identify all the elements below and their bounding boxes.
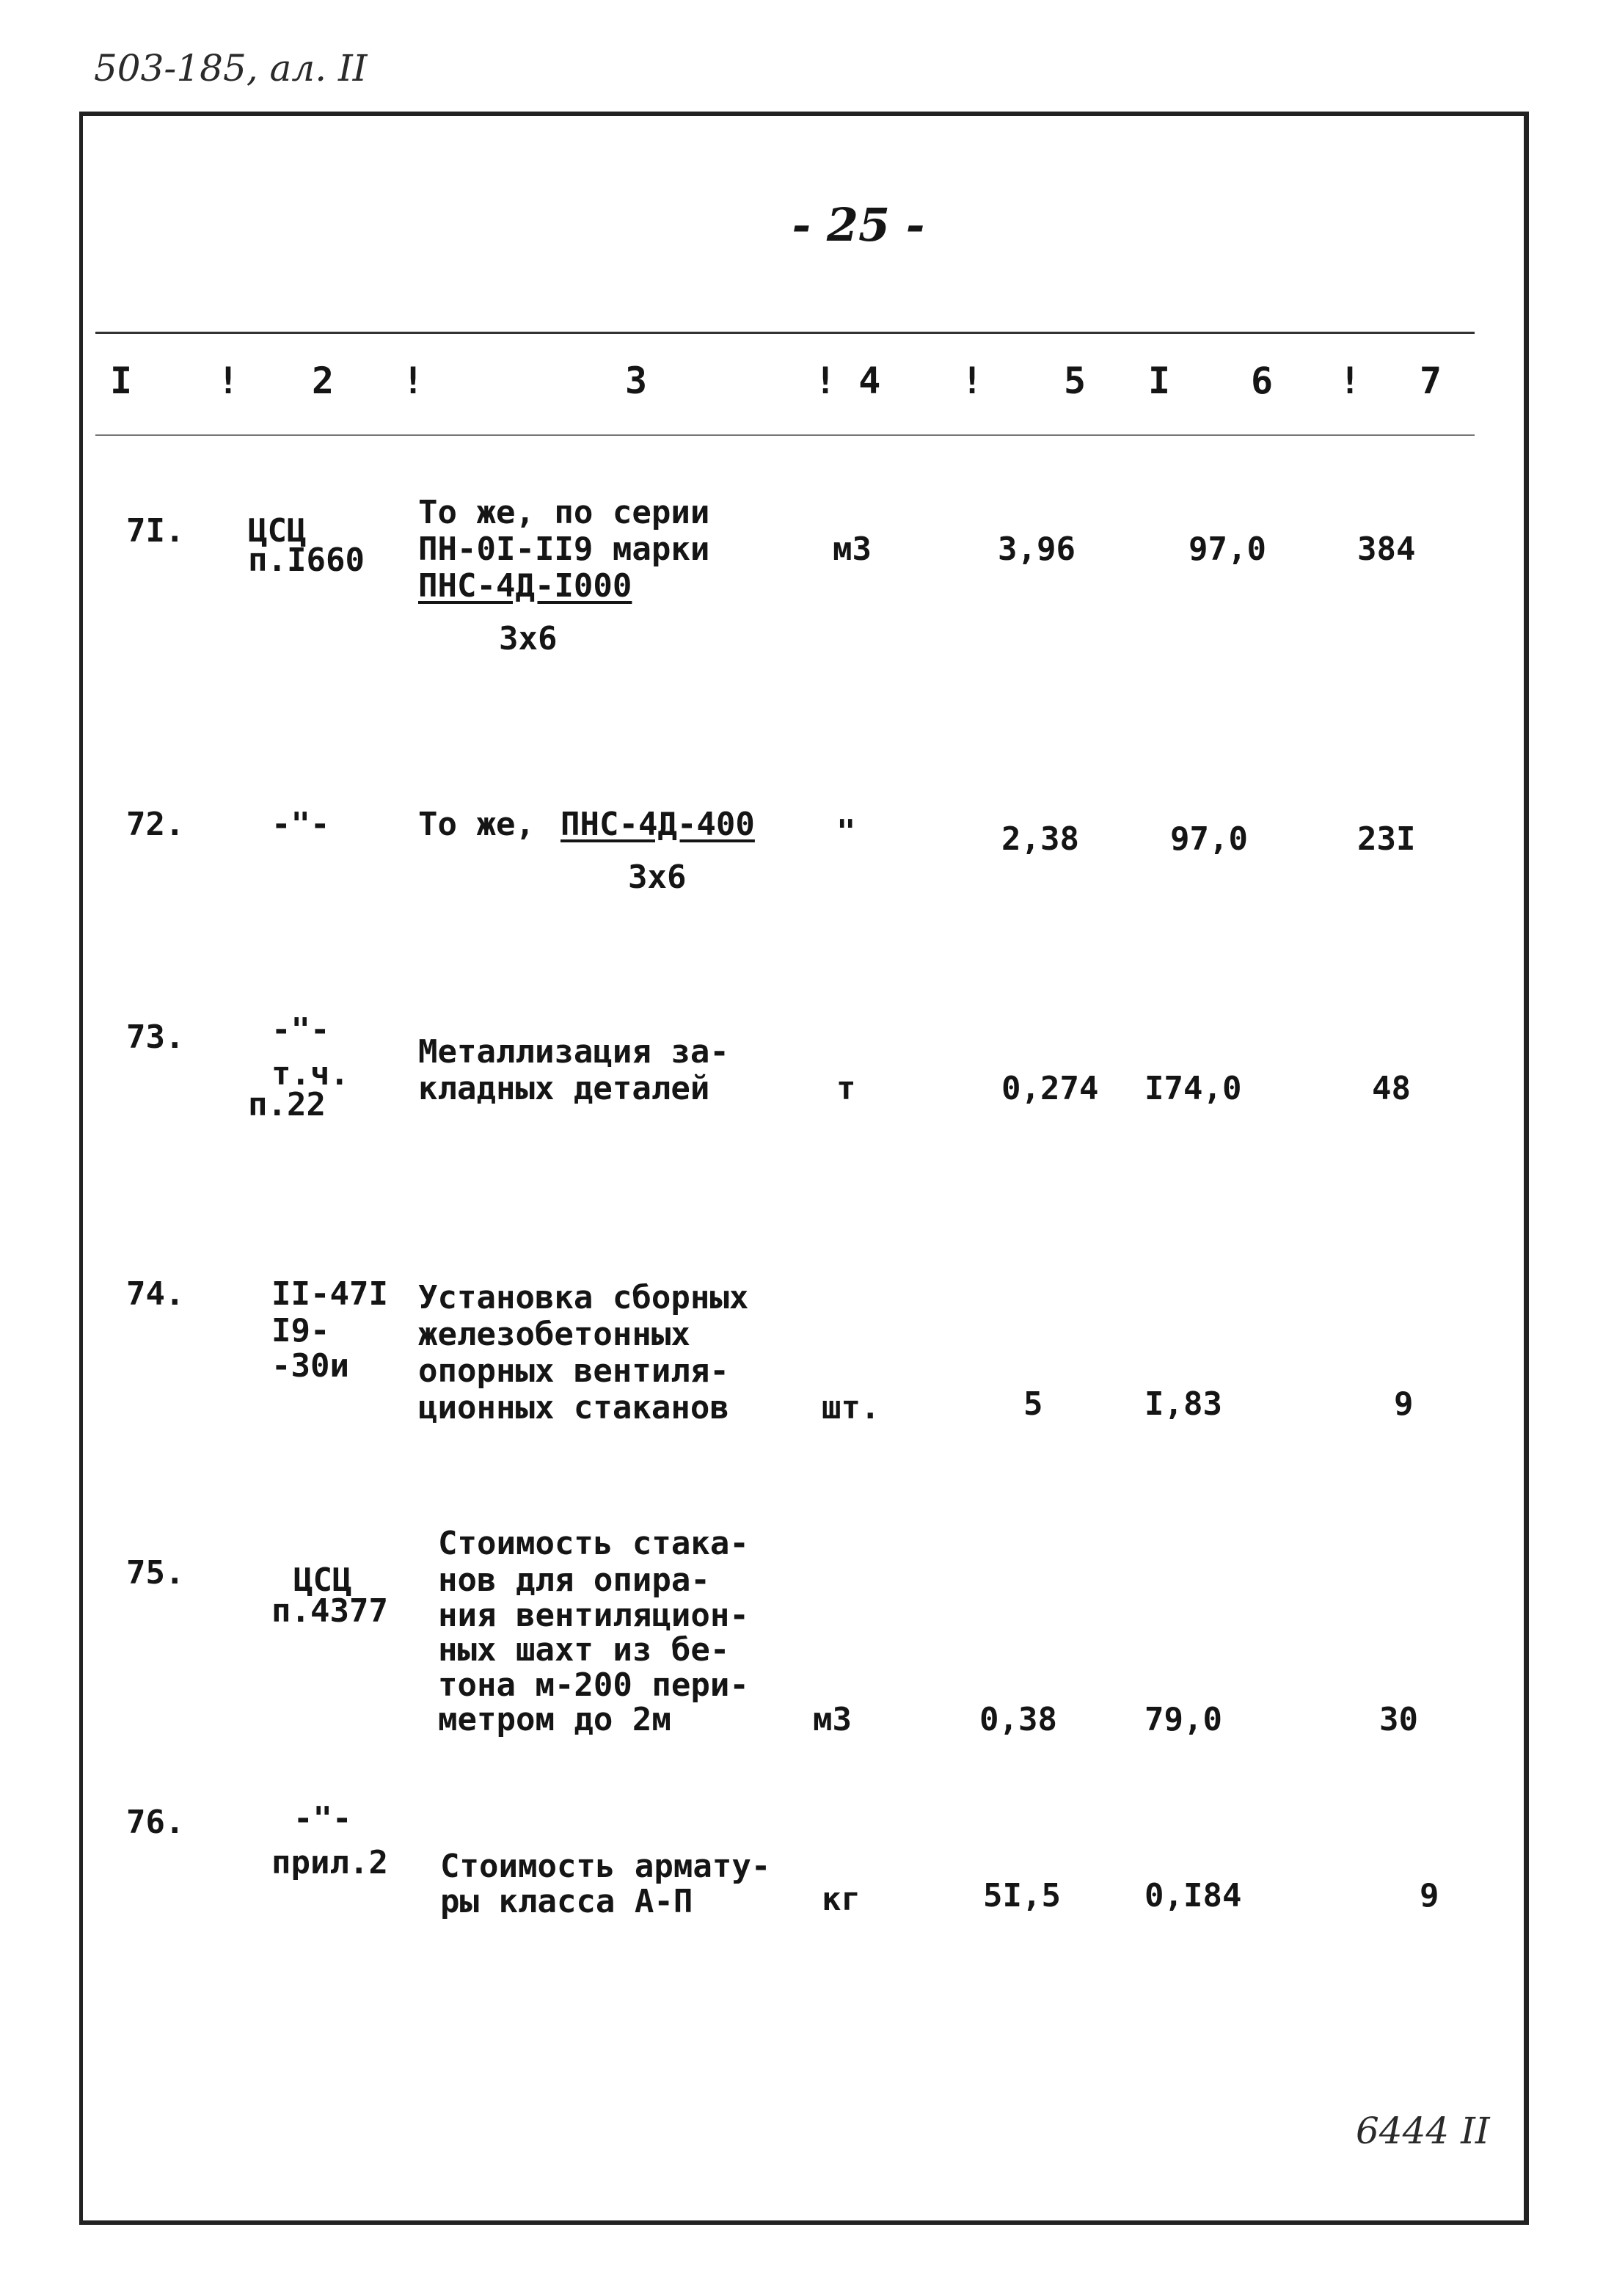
row-description: ния вентиляцион- [438, 1597, 749, 1634]
row-description-denominator: 3х6 [628, 859, 687, 896]
row-ref: п.4377 [271, 1592, 388, 1630]
row-description: Металлизация за- [418, 1033, 729, 1071]
row-ref: ЦСЦ [293, 1561, 352, 1599]
row-total: 30 [1379, 1701, 1418, 1738]
row-number: 76. [126, 1804, 185, 1841]
row-total: 384 [1357, 531, 1416, 568]
row-number: 73. [126, 1018, 185, 1056]
row-description: Стоимость армату- [440, 1848, 771, 1885]
row-description: кладных деталей [418, 1070, 710, 1107]
row-description: нов для опира- [438, 1561, 710, 1599]
row-ref: I9- [271, 1312, 330, 1349]
row-description: ПН-0I-II9 марки [418, 531, 710, 568]
header-rule-bottom [95, 434, 1475, 436]
row-quantity: 3,96 [998, 531, 1076, 568]
row-price: 97,0 [1170, 820, 1248, 858]
row-unit: м3 [813, 1701, 852, 1738]
row-description: опорных вентиля- [418, 1352, 729, 1390]
row-ref: -"- [271, 806, 330, 843]
row-unit: м3 [833, 531, 872, 568]
row-total: 9 [1394, 1385, 1414, 1423]
row-total: 23I [1357, 820, 1416, 858]
row-ref: -"- [293, 1800, 352, 1837]
row-number: 72. [126, 806, 185, 843]
header-rule-top [95, 332, 1475, 334]
row-number: 74. [126, 1275, 185, 1313]
col-header-sep: ! [1339, 360, 1362, 402]
page-frame [79, 112, 1529, 2225]
row-description-denominator: 3х6 [499, 620, 558, 657]
row-description: То же, [418, 806, 555, 843]
col-header-1: I [110, 360, 133, 402]
row-description-mark: ПНС-4Д-400 [560, 806, 755, 843]
row-quantity: 2,38 [1001, 820, 1079, 858]
col-header-7: 7 [1420, 360, 1442, 402]
row-price: 79,0 [1144, 1701, 1222, 1738]
row-ref: -"- [271, 1011, 330, 1049]
row-unit: кг [822, 1881, 861, 1918]
row-price: I,83 [1144, 1385, 1222, 1423]
row-ref: -30и [271, 1347, 349, 1385]
row-quantity: 5 [1023, 1385, 1043, 1423]
row-description: тона м-200 пери- [438, 1666, 749, 1704]
row-price: I74,0 [1144, 1070, 1242, 1107]
row-description-mark: ПНС-4Д-I000 [418, 567, 632, 605]
row-description: ционных стаканов [418, 1389, 729, 1426]
handwritten-header-note: 503-185, ал. II [94, 47, 368, 90]
col-header-3: 3 [625, 360, 648, 402]
row-quantity: 0,274 [1001, 1070, 1099, 1107]
row-ref: п.22 [248, 1086, 326, 1123]
col-header-sep: ! [961, 360, 984, 402]
handwritten-corner-note: 6444 II [1356, 2110, 1490, 2152]
row-unit: шт. [822, 1389, 880, 1426]
row-number: 75. [126, 1554, 185, 1592]
col-header-2: 2 [312, 360, 335, 402]
row-unit: т [836, 1070, 856, 1107]
row-description: железобетонных [418, 1316, 690, 1353]
col-header-5: 5 [1064, 360, 1087, 402]
row-number: 7I. [126, 512, 185, 550]
row-description: Стоимость стака- [438, 1525, 749, 1562]
col-header-sep: ! [402, 360, 425, 402]
row-ref: ЦСЦ [248, 512, 307, 550]
page-number: - 25 - [792, 198, 925, 252]
row-description: Установка сборных [418, 1279, 749, 1316]
row-quantity: 5I,5 [983, 1877, 1061, 1914]
row-description: ных шахт из бе- [438, 1631, 730, 1669]
col-header-sep: ! [217, 360, 240, 402]
row-total: 48 [1372, 1070, 1411, 1107]
col-header-4: ! 4 [814, 360, 881, 402]
row-ref: т.ч. [271, 1055, 349, 1093]
col-header-sep: I [1148, 360, 1171, 402]
row-price: 97,0 [1188, 531, 1266, 568]
row-quantity: 0,38 [979, 1701, 1057, 1738]
row-description: ры класса А-П [440, 1883, 693, 1920]
col-header-6: 6 [1251, 360, 1274, 402]
row-ref: п.I660 [248, 542, 365, 579]
row-ref: прил.2 [271, 1844, 388, 1881]
row-unit: " [836, 813, 856, 850]
row-price: 0,I84 [1144, 1877, 1242, 1914]
row-description: метром до 2м [438, 1701, 671, 1738]
row-total: 9 [1420, 1877, 1439, 1914]
row-description: То же, по серии [418, 494, 710, 531]
row-ref: II-47I [271, 1275, 388, 1313]
